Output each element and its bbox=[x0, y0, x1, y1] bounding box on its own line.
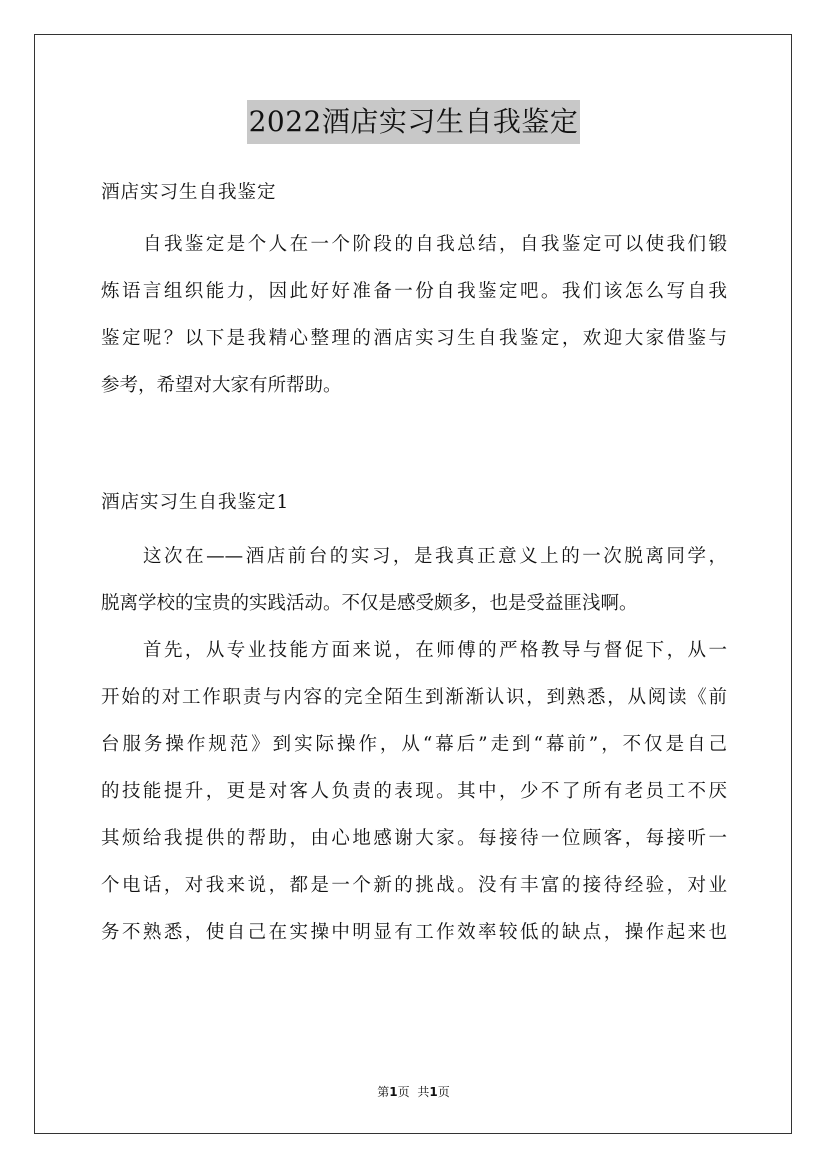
paragraph-line: 这次在——酒店前台的实习，是我真正意义上的一次脱离同学， bbox=[143, 546, 727, 567]
page-footer bbox=[0, 1084, 827, 1100]
paragraph-line: 参考，希望对大家有所帮助。 bbox=[101, 375, 342, 396]
document-body bbox=[101, 175, 727, 956]
document-title: 2022酒店实习生自我鉴定 bbox=[247, 100, 581, 144]
paragraph-line: 开始的对工作职责与内容的完全陌生到渐渐认识，到熟悉，从阅读《前 bbox=[101, 687, 727, 708]
paragraph-line: 炼语言组织能力，因此好好准备一份自我鉴定吧。我们该怎么写自我 bbox=[101, 281, 727, 302]
paragraph-line: 脱离学校的宝贵的实践活动。不仅是感受颇多，也是受益匪浅啊。 bbox=[101, 593, 638, 614]
paragraph-line: 其烦给我提供的帮助，由心地感谢大家。每接待一位顾客，每接听一 bbox=[101, 828, 727, 849]
page-unit: 页 bbox=[397, 1085, 410, 1099]
page-label: 第 bbox=[377, 1085, 390, 1099]
total-pages: 1 bbox=[429, 1085, 438, 1099]
total-unit: 页 bbox=[437, 1085, 450, 1099]
paragraph-line: 台服务操作规范》到实际操作，从“幕后”走到“幕前”，不仅是自己 bbox=[101, 734, 727, 755]
paragraph-line: 务不熟悉，使自己在实操中明显有工作效率较低的缺点，操作起来也 bbox=[101, 922, 727, 943]
page-number: 1 bbox=[389, 1085, 398, 1099]
paragraph-line: 首先，从专业技能方面来说，在师傅的严格教导与督促下，从一 bbox=[143, 640, 727, 661]
paragraph-line: 自我鉴定是个人在一个阶段的自我总结，自我鉴定可以使我们锻 bbox=[143, 234, 727, 255]
section-heading: 酒店实习生自我鉴定1 bbox=[101, 492, 290, 513]
paragraph-line: 鉴定呢？以下是我精心整理的酒店实习生自我鉴定，欢迎大家借鉴与 bbox=[101, 328, 727, 349]
paragraph-line: 的技能提升，更是对客人负责的表现。其中，少不了所有老员工不厌 bbox=[101, 781, 727, 802]
paragraph-line: 个电话，对我来说，都是一个新的挑战。没有丰富的接待经验，对业 bbox=[101, 875, 727, 896]
title-container bbox=[0, 100, 827, 144]
total-label: 共 bbox=[417, 1085, 430, 1099]
section-heading: 酒店实习生自我鉴定 bbox=[101, 182, 277, 203]
